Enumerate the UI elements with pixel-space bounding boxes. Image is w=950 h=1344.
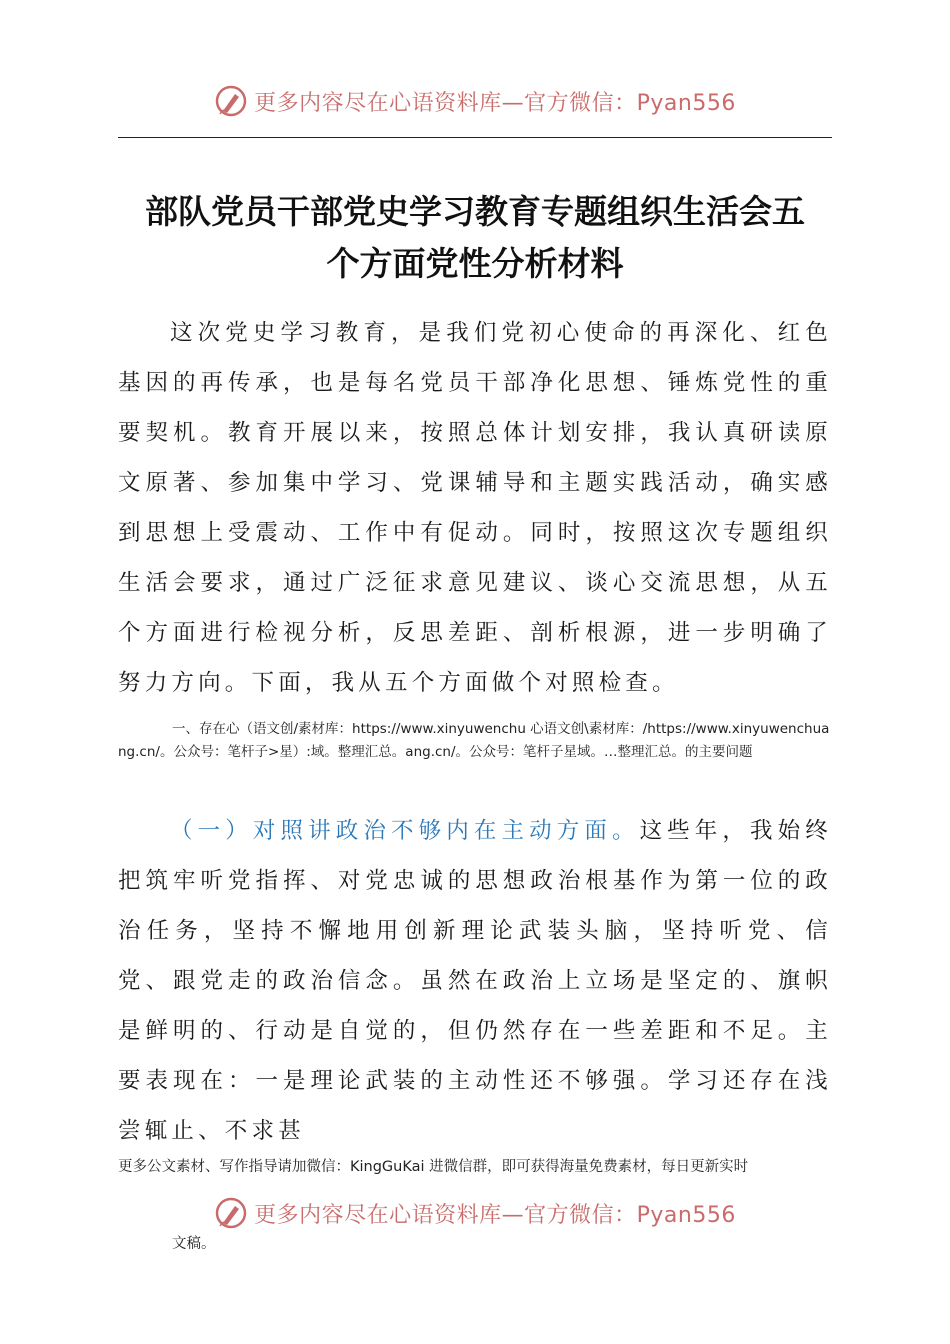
top-watermark-banner [0,84,950,118]
bottom-watermark-banner [0,1196,950,1230]
header-divider [118,137,832,138]
subsection-paragraph [118,806,832,1156]
pen-nib-logo-icon [214,84,248,118]
footer-note: 更多公文素材、写作指导请加微信：KingGuKai 进微信群，即可获得海量免费素材，每日更新实时 [118,1159,749,1175]
section-note: 一、存在心（语文创/素材库：https://www.xinyuwenchu 心语文创\素材库：/https://www.xinyuwenchuang.cn/。公众号：笔杆子>星）:域。整理汇总。ang.cn/。公众号：笔杆子星域。…整理汇总。的主要问题 [118,721,830,760]
title-line-2: 个方面党性分析材料 [326,244,624,283]
footer-note-tail: 文稿。 [172,1236,216,1252]
pen-nib-logo-icon [214,1196,248,1230]
subsection-heading: （一）对照讲政治不够内在主动方面。 [170,818,640,844]
document-title [118,186,832,290]
subsection-body: 这些年，我始终把筑牢听党指挥、对党忠诚的思想政治根基作为第一位的政治任务，坚持不懈地用创新理论武装头脑，坚持听党、信党、跟党走的政治信念。虽然在政治上立场是坚定的、旗帜是鲜明的、行动是自觉的，但仍然存在一些差距和不足。主要表现在：一是理论武装的主动性还不够强。学习还存在浅尝辄止、不求甚 [118,818,832,1144]
title-line-1: 部队党员干部党史学习教育专题组织生活会五 [145,192,805,231]
banner-text: 更多内容尽在心语资料库—官方微信：Pyan556 [254,1202,736,1228]
banner-text: 更多内容尽在心语资料库—官方微信：Pyan556 [254,90,736,116]
intro-paragraph: 这次党史学习教育，是我们党初心使命的再深化、红色基因的再传承，也是每名党员干部净化思想、锤炼党性的重要契机。教育开展以来，按照总体计划安排，我认真研读原文原著、参加集中学习、党课辅导和主题实践活动，确实感到思想上受震动、工作中有促动。同时，按照这次专题组织生活会要求，通过广泛征求意见建议、谈心交流思想，从五个方面进行检视分析，反思差距、剖析根源，进一步明确了努力方向。下面，我从五个方面做个对照检查。 [118,320,832,696]
